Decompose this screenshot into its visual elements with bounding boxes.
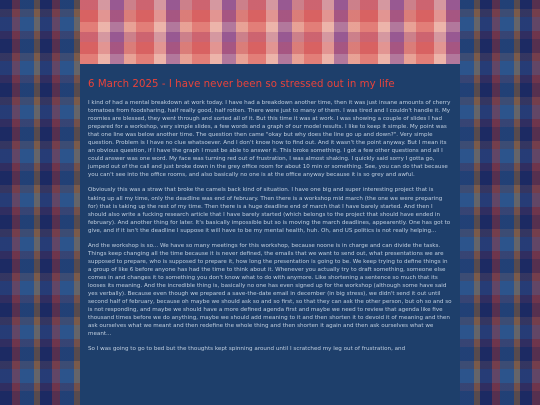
header-banner-image xyxy=(80,0,460,64)
post-title[interactable]: 6 March 2025 - I have never been so stressed out in my life xyxy=(88,79,395,90)
post-paragraph-2: Obviously this was a straw that broke the camels back kind of situation. I have one big and super interesting project that is taking up all my time, only the deadline was end of february. Then there is a workshop mid march (the one we were preparing for) that is taking up the rest of my time. Then there is a huge deadline end of march that I have barely started. And then I should also write a fucking research article that I have barely started (which belongs to the project that should have ended in february). And another thing for later. It's basically impossible but so is moving the march deadlines, appearently. One has got to give, and if it isn't the deadline I suppose it will have to be my mental health, huh. Oh, and US politics is not really helping... xyxy=(88,187,451,234)
post-paragraph-1: I kind of had a mental breakdown at work today. I have had a breakdown another time, then it was just insane amounts of cherry tomatoes from foodsharing, half really good, half rotten. There were just to many of them. I was tired and I couldn't handle it. My roomies are blessed, they went through and sorted all of it. But this time it was at work. I was showing a couple of slides I had prepared for a workshop, very simple slides, a few words and a graph of our model results. I like to keep it simple. My point was that one line was below another time. The question then came "okay but why does the line go up and down?". Very simple question. Problem is I have no clue whatsoever. And I don't know how to find out. And it wasn't the point anyway. But I mean its an obvious question, if I have the graph I must be able to answer it. This broke something. I got a few other questions and all I could answer was one word. My face was turning red out of frustration, I was almost shaking. I quickly said sorry I gotta go, jumped out of the call and just broke down in the grey office room for about 10 min or something. See, you can do that because you can't see into the office rooms, and also basically no one is at the office anyway because it is so grey and awful. xyxy=(88,100,451,179)
post-paragraph-3: And the workshop is so... We have so many meetings for this workshop, because noone is in charge and can divide the tasks. Things keep changing all the time because it is never defined, the emails that we want to send out, what presentations we are supposed to prepare, who is supposed to prepare it, how long the presentation is going to be. We keep trying to define things in a group of like 6 before anyone has had the time to think about it. Whenever you actually try to draft something, someone else comes in and changes it to something you don't know what to do with anymore. Like shortening a sentence so much that its looses its meaning. And the incredible thing is, basically no one has even signed up for the workshop (although some have said yes verbally). Because even though we prepared a save-the-date email in december (in big stress), we didn't send it out until second half of february, because oh maybe we should ask so and so first, so that they can ask the other person, but oh so and so is not responding, and maybe we should have a more defined agenda first and maybe we need to review that agenda like five thousand times before we do anything, maybe we should add meaning to it and then shorten it to devoid it of meaning and then ask ourselves what we meant and then redefine the whole thing and then shorten it again and then ask ourselves what we meant... xyxy=(88,242,452,338)
post-container xyxy=(80,64,460,405)
post-paragraph-4: So I was going to go to bed but the thoughts kept spinning around until I scratched my leg out of frustration, and xyxy=(88,346,406,353)
